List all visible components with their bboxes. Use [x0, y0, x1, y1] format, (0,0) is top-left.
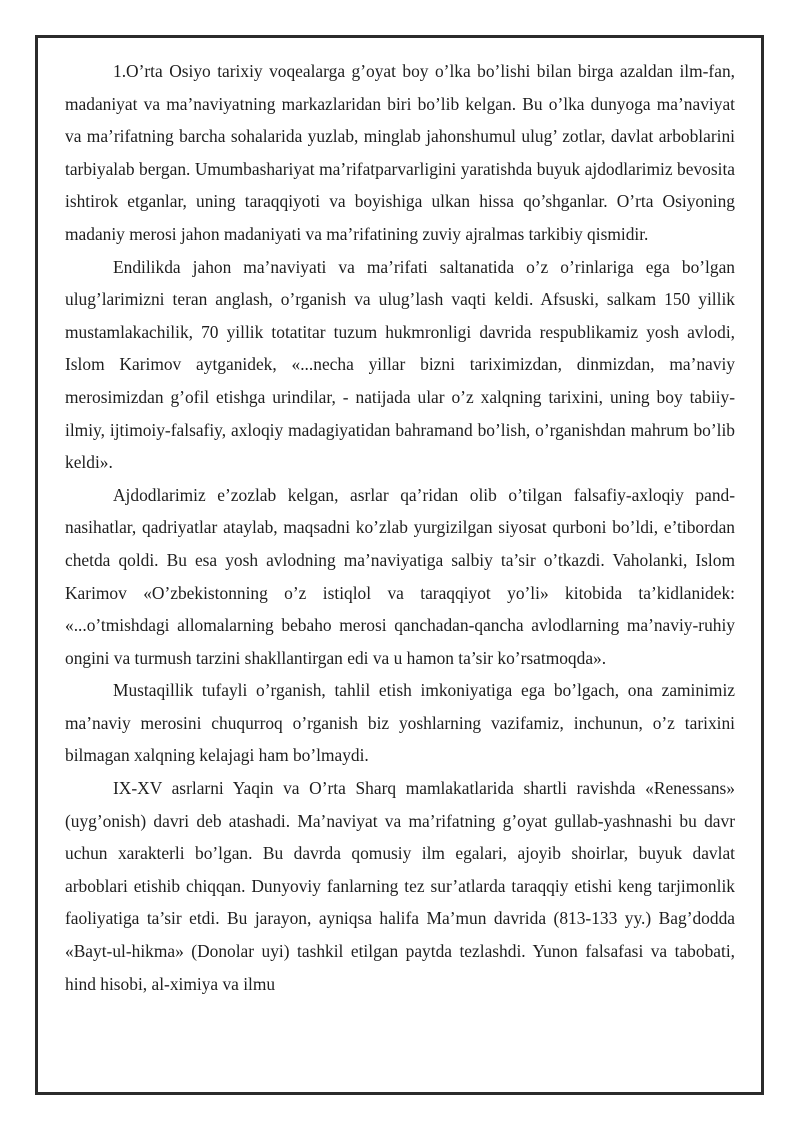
paragraph-1: 1.O’rta Osiyo tarixiy voqealarga g’oyat boy o’lka bo’lishi bilan birga azaldan ilm-fan, madaniyat va ma’naviyatning markazlaridan biri bo’lib kelgan. Bu o’lka dunyoga ma’naviyat va ma’rifatning barcha sohalarida yuzlab, minglab jahonshumul ulug’ zotlar, davlat arboblarini tarbiyalab bergan. Umumbashariyat ma’rifatparvarligini yaratishda buyuk ajdodlarimiz bevosita ishtirok etganlar, uning taraqqiyoti va boyishiga ulkan hissa qo’shganlar. O’rta Osiyoning madaniy merosi jahon madaniyati va ma’rifatining zuviy ajralmas tarkibiy qismidir.: [65, 61, 735, 244]
paragraph-2: Endilikda jahon ma’naviyati va ma’rifati saltanatida o’z o’rinlariga ega bo’lgan ulug’larimizni teran anglash, o’rganish va ulug’lash vaqti keldi. Afsuski, salkam 150 yillik mustamlakachilik, 70 yillik totatitar tuzum hukmronligi davrida respublikamiz yosh avlodi, Islom Karimov aytganidek, «...necha yillar bizni tariximizdan, dinmizdan, ma’naviy merosimizdan g’ofil etishga urindilar, - natijada ular o’z xalqning tarixini, uning boy tabiiy-ilmiy, ijtimoiy-falsafiy, axloqiy madagiyatidan bahramand bo’lish, o’rganishdan mahrum bo’lib keldi».: [65, 256, 735, 473]
document-body: [65, 55, 735, 1000]
paragraph-5: IX-XV asrlarni Yaqin va O’rta Sharq mamlakatlarida shartli ravishda «Renessans» (uyg’onish) davri deb atashadi. Ma’naviyat va ma’rifatning g’oyat gullab-yashnashi bu davr uchun xarakterli bo’lgan. Bu davrda qomusiy ilm egalari, ajoyib shoirlar, buyuk davlat arboblari etishib chiqqan. Dunyoviy fanlarning tez sur’atlarda taraqqiy etishi keng tarjimonlik faoliyatiga ta’sir etdi. Bu jarayon, ayniqsa halifa Ma’mun davrida (813-133 yy.) Bag’dodda «Bayt-ul-hikma» (Donolar uyi) tashkil etilgan paytda tezlashdi. Yunon falsafasi va tabobati, hind hisobi, al-ximiya va ilmu: [65, 778, 735, 994]
paragraph-4: Mustaqillik tufayli o’rganish, tahlil etish imkoniyatiga ega bo’lgach, ona zaminimiz ma’naviy merosini chuqurroq o’rganish biz yoshlarning vazifamiz, inchunun, o’z tarixini bilmagan xalqning kelajagi ham bo’lmaydi.: [65, 680, 735, 766]
paragraph-3: Ajdodlarimiz e’zozlab kelgan, asrlar qa’ridan olib o’tilgan falsafiy-axloqiy pand-nasihatlar, qadriyatlar ataylab, maqsadni ko’zlab yurgizilgan siyosat qurboni bo’ldi, e’tibordan chetda qoldi. Bu esa yosh avlodning ma’naviyatiga salbiy ta’sir o’tkazdi. Vaholanki, Islom Karimov «O’zbekistonning o’z istiqlol va taraqqiyot yo’li» kitobida ta’kidlanidek: «...o’tmishdagi allomalarning bebaho merosi qanchadan-qancha avlodlarning ma’naviy-ruhiy ongini va turmush tarzini shakllantirgan edi va u hamon ta’sir ko’rsatmoqda».: [65, 484, 735, 668]
